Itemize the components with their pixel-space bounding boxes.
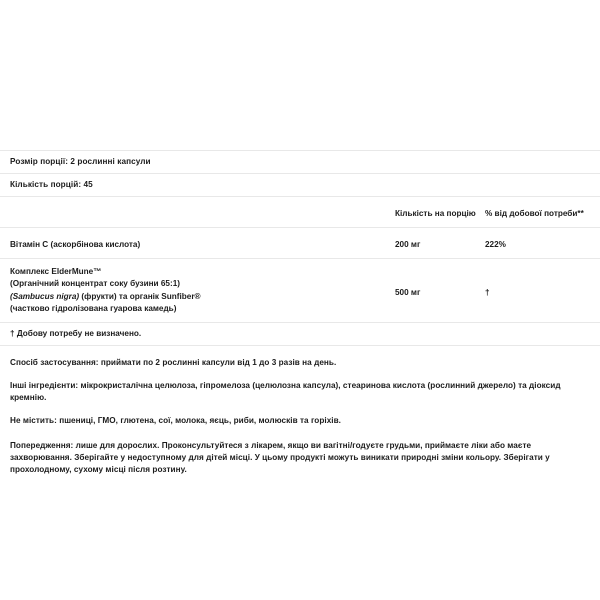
nutrient-daily-value-vitamin-c: 222% — [485, 240, 506, 249]
eldermune-line-4: (частково гідролізована гуарова камедь) — [10, 303, 177, 313]
serving-size-row — [0, 151, 600, 173]
header-daily-value-label: % від добової потреби** — [485, 209, 584, 218]
warning-text: Попередження: лише для дорослих. Проконсультуйтеся з лікарем, якщо ви вагітні/годуєте грудьми, приймаєте ліки або маєте захворювання. Зберігайте у недоступному для дітей місці. У цьому продукті можуть виникати природні зміни кольору. Зберігати у прохолодному, сухому місці після розтину. — [10, 440, 550, 474]
nutrient-amount-cell — [395, 234, 485, 252]
label-body-sections — [0, 346, 600, 475]
nutrient-amount-eldermune: 500 мг — [395, 287, 421, 297]
other-ingredients-text: Інші інгредієнти: мікрокристалічна целюлоза, гіпромелоза (целюлозна капсула), стеаринова кислота (рослинний джерело) та діоксид кремнію. — [10, 381, 561, 402]
table-row — [0, 259, 600, 322]
eldermune-line-1: Комплекс ElderMune™ — [10, 267, 102, 276]
servings-per-container-row — [0, 174, 600, 196]
botanical-name-italic: (Sambucus nigra) — [10, 291, 80, 301]
nutrient-name-cell — [10, 266, 395, 315]
header-cell-daily-value — [485, 203, 590, 221]
free-from-text: Не містить: пшениці, ГМО, глютена, сої, молока, яєць, риби, молюсків та горіхів. — [10, 415, 341, 425]
supplement-facts-panel — [0, 150, 600, 346]
nutrient-daily-value-cell — [485, 234, 590, 252]
daily-value-footnote: † Добову потребу не визначено. — [10, 329, 142, 339]
nutrient-name-cell — [10, 234, 395, 252]
header-cell-amount — [395, 203, 485, 221]
servings-per-container-label: Кількість порцій: 45 — [10, 180, 93, 190]
eldermune-line-3-rest: (фрукти) та органік Sunfiber® — [79, 291, 201, 301]
serving-size-label: Розмір порції: 2 рослинні капсули — [10, 157, 151, 167]
nutrient-amount-vitamin-c: 200 мг — [395, 240, 421, 249]
header-amount-label: Кількість на порцію — [395, 209, 476, 218]
nutrient-name-eldermune — [10, 266, 395, 315]
table-row — [0, 228, 600, 258]
daily-value-footnote-row — [0, 323, 600, 345]
eldermune-line-3 — [10, 291, 395, 303]
nutrient-daily-value-eldermune: † — [485, 287, 490, 297]
nutrient-daily-value-cell — [485, 282, 590, 300]
eldermune-line-2: (Органічний концентрат соку бузини 65:1) — [10, 279, 180, 289]
top-whitespace — [0, 0, 600, 150]
nutrient-name-vitamin-c: Вітамін C (аскорбінова кислота) — [10, 240, 141, 249]
directions-text: Спосіб застосування: приймати по 2 рослинні капсули від 1 до 3 разів на день. — [10, 358, 337, 368]
nutrient-amount-cell — [395, 282, 485, 300]
table-header-row — [0, 197, 600, 227]
